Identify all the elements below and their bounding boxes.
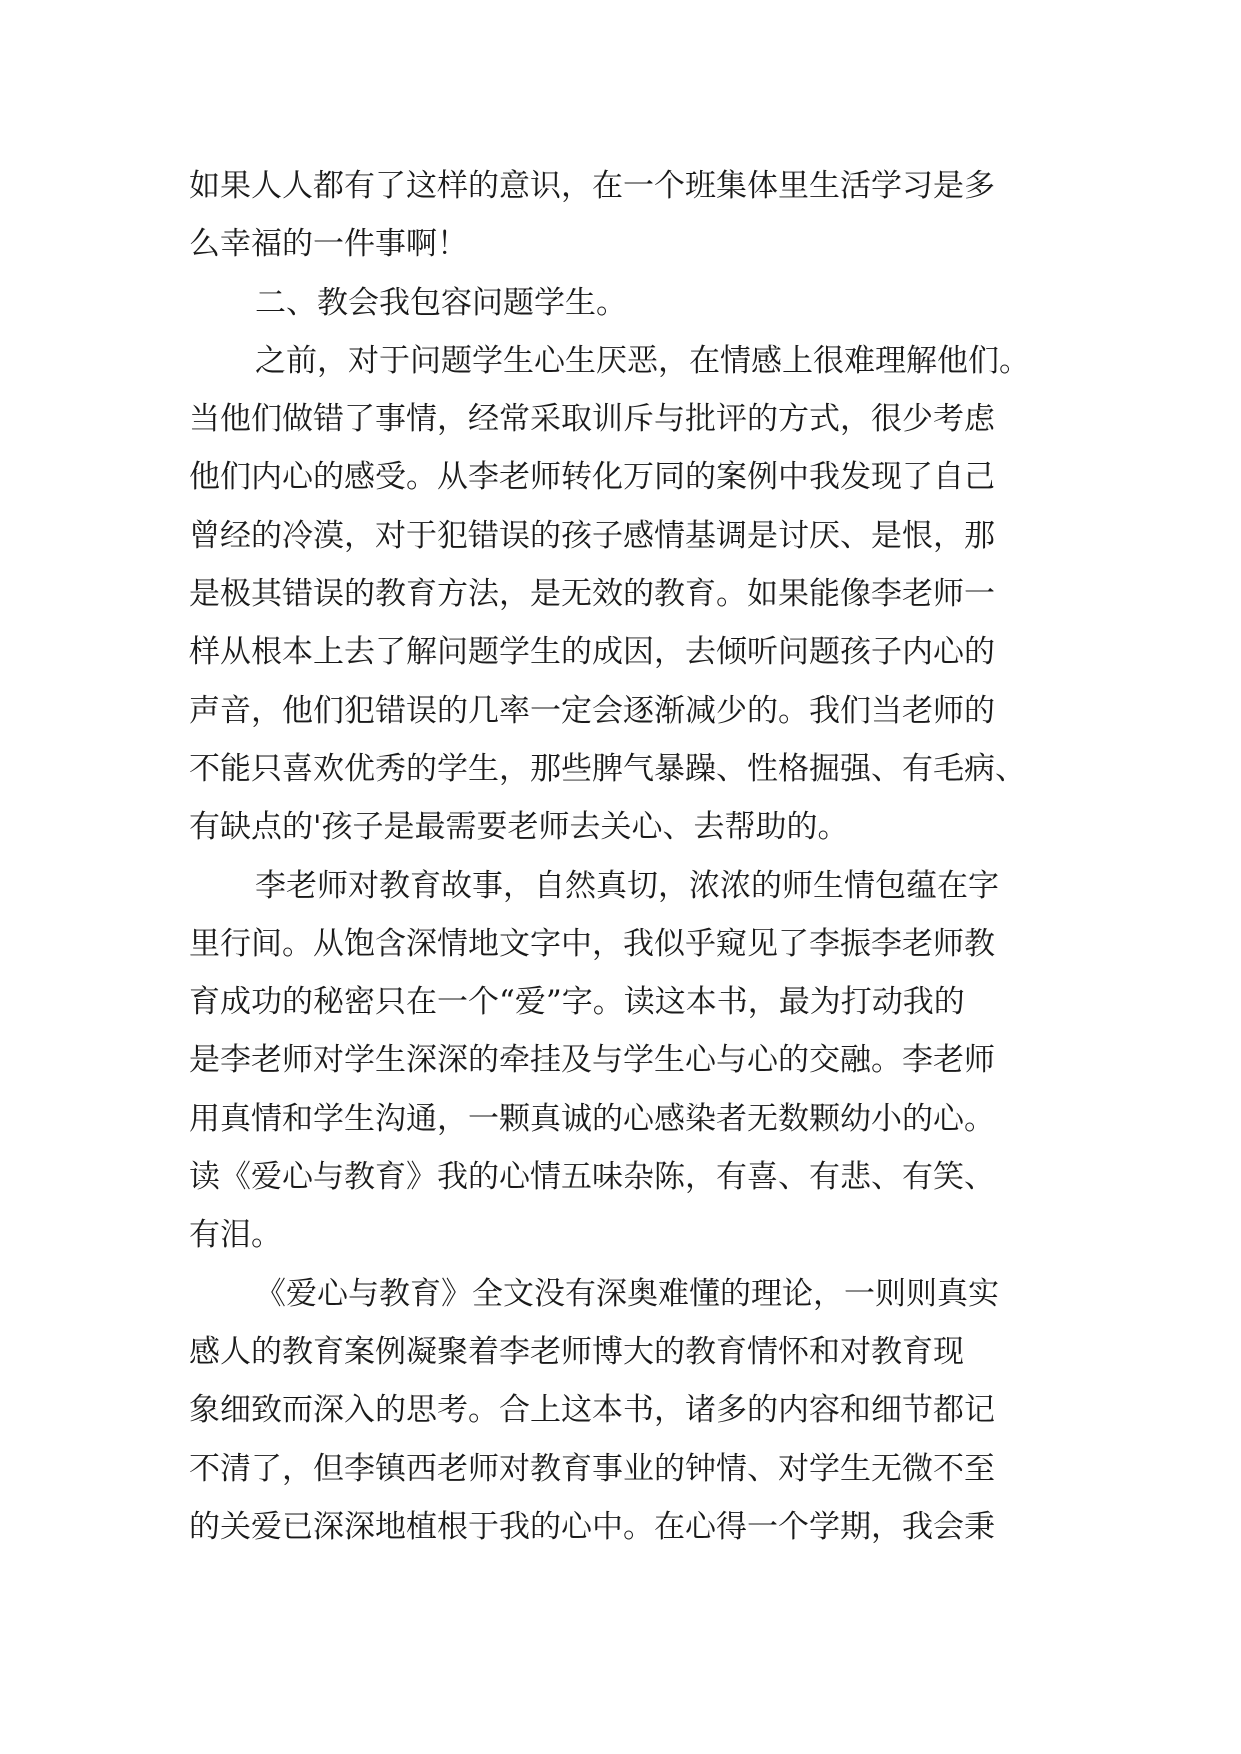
text-line: 是极其错误的教育方法，是无效的教育。如果能像李老师一 <box>189 576 995 613</box>
section-heading: 二、教会我包容问题学生。 <box>255 284 627 321</box>
text-line: 有缺点的'孩子是最需要老师去关心、去帮助的。 <box>189 809 849 846</box>
text-line: 声音，他们犯错误的几率一定会逐渐减少的。我们当老师的 <box>189 692 995 729</box>
text-line: 用真情和学生沟通，一颗真诚的心感染者无数颗幼小的心。 <box>189 1100 995 1137</box>
text-line: 有泪。 <box>189 1217 282 1254</box>
text-line: 当他们做错了事情，经常采取训斥与批评的方式，很少考虑 <box>189 401 995 438</box>
text-line: 育成功的秘密只在一个“爱”字。读这本书，最为打动我的 <box>189 984 965 1021</box>
text-line: 读《爱心与教育》我的心情五味杂陈，有喜、有悲、有笑、 <box>189 1159 995 1196</box>
text-line: 的关爱已深深地植根于我的心中。在心得一个学期，我会秉 <box>189 1508 995 1545</box>
text-line: 曾经的冷漠，对于犯错误的孩子感情基调是讨厌、是恨，那 <box>189 517 995 554</box>
text-line: 感人的教育案例凝聚着李老师博大的教育情怀和对教育现 <box>189 1333 964 1370</box>
text-line: 他们内心的感受。从李老师转化万同的案例中我发现了自己 <box>189 459 995 496</box>
text-line: 不能只喜欢优秀的学生，那些脾气暴躁、性格掘强、有毛病、 <box>189 750 1026 787</box>
text-line: 里行间。从饱含深情地文字中，我似乎窥见了李振李老师教 <box>189 925 995 962</box>
text-line: 是李老师对学生深深的牵挂及与学生心与心的交融。李老师 <box>189 1042 995 1079</box>
text-line: 《爱心与教育》全文没有深奥难懂的理论，一则则真实 <box>255 1275 999 1312</box>
text-line: 象细致而深入的思考。合上这本书，诸多的内容和细节都记 <box>189 1392 995 1429</box>
text-line: 之前，对于问题学生心生厌恶，在情感上很难理解他们。 <box>255 342 1030 379</box>
text-line: 么幸福的一件事啊！ <box>189 226 468 263</box>
text-line: 李老师对教育故事，自然真切，浓浓的师生情包蕴在字 <box>255 867 999 904</box>
text-line: 不清了，但李镇西老师对教育事业的钟情、对学生无微不至 <box>189 1450 995 1487</box>
body-text <box>189 157 1069 1556</box>
text-line: 样从根本上去了解问题学生的成因，去倾听问题孩子内心的 <box>189 634 995 671</box>
text-line: 如果人人都有了这样的意识，在一个班集体里生活学习是多 <box>189 168 995 204</box>
